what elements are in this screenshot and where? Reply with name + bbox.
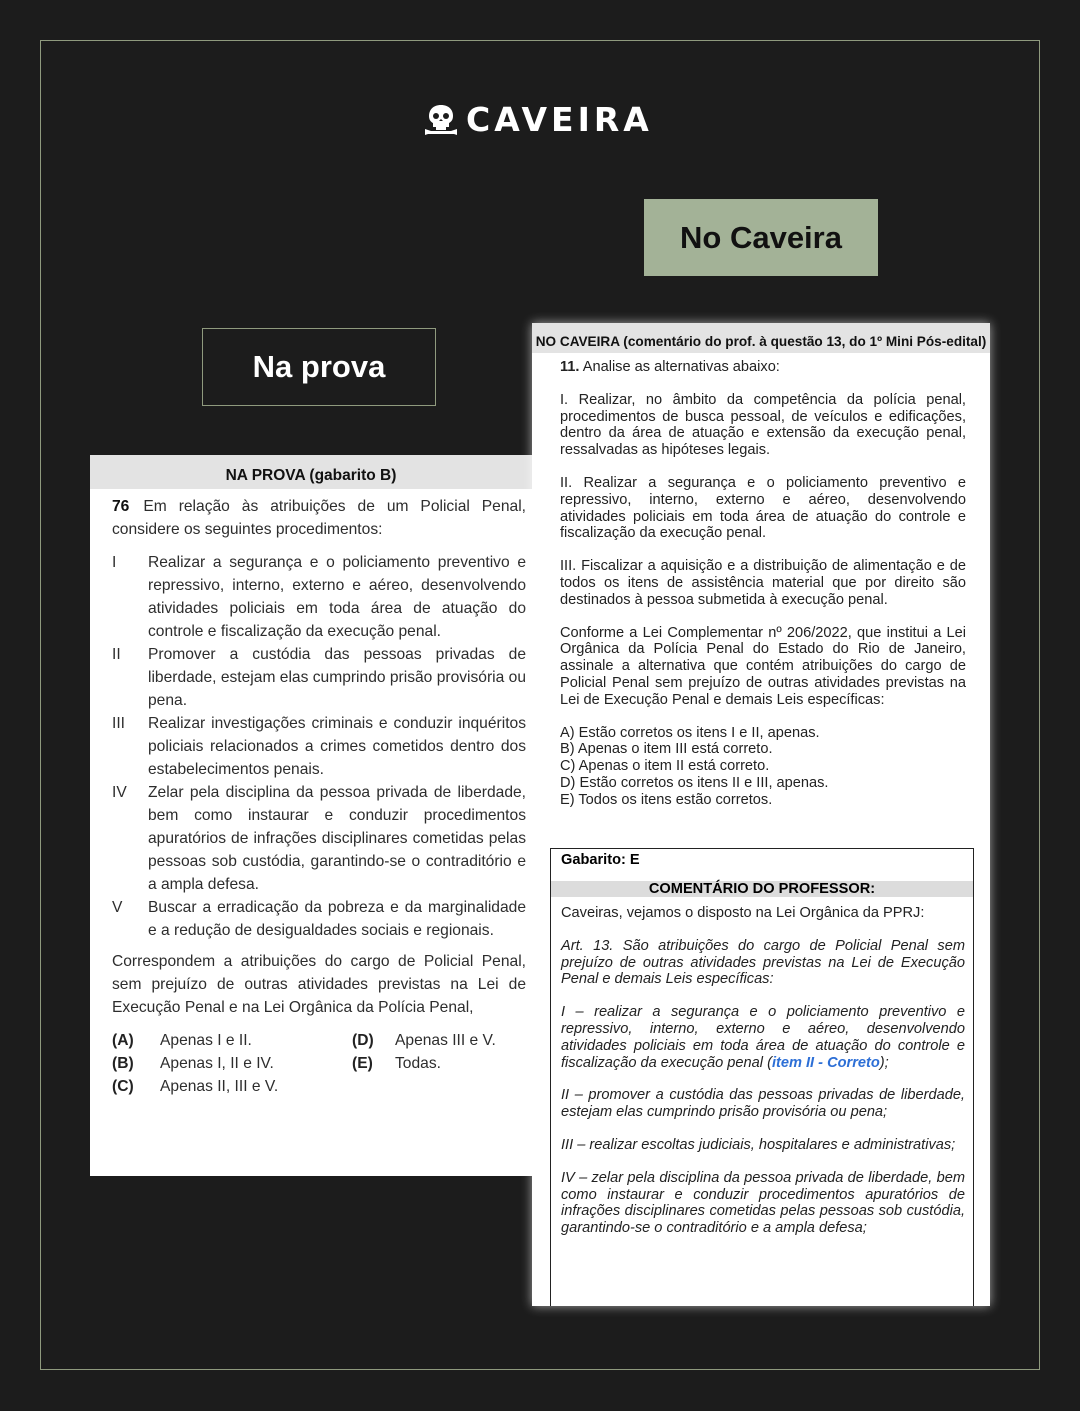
law-item-iv: IV – zelar pela disciplina da pessoa privada de liberdade, bem como instaurar e conduzir procedimentos apuratórios de infrações disciplinares cometidas pelas pessoas sob custódia, garantindo-se o contraditório e a ampla defesa; [561,1169,965,1237]
option-letter: (B) [112,1055,134,1072]
no-caveira-header: NO CAVEIRA (comentário do prof. à questão 13, do 1º Mini Pós-edital) [532,323,990,353]
question-number: 11. [560,359,580,375]
option-b [112,1052,352,1075]
option-letter: (D) [352,1032,374,1049]
alternative-item: II. Realizar a segurança e o policiamento preventivo e repressivo, interno, externo e aéreo, desenvolvendo atividades policiais em toda área de atuação do controle e fiscalização da execução penal. [560,474,966,542]
item-text: Zelar pela disciplina da pessoa privada de liberdade, bem como instaurar e conduzir procedimentos apuratórios de infrações disciplinares cometidas pelas pessoas sob custódia, garantindo-se o contraditório e a ampla defesa. [148,784,526,893]
question-statement: Conforme a Lei Complementar nº 206/2022, que institui a Lei Orgânica da Polícia Penal do Estado do Rio de Janeiro, assinale a alternativa que contém atribuições do cargo de Policial Penal sem prejuízo de outras atividades previstas na Lei de Execução Penal e demais Leis específicas: [560,624,966,708]
option-d [352,1029,526,1052]
law-item-ii: II – promover a custódia das pessoas privadas de liberdade, estejam elas cumprindo prisão provisória ou pena; [561,1087,965,1121]
option-text: Apenas II, III e V. [160,1078,279,1095]
item-number: III [112,715,125,732]
law-item-iii: III – realizar escoltas judiciais, hospitalares e administrativas; [561,1136,956,1153]
option-text: Apenas I e II. [160,1032,252,1049]
option-letter: (C) [112,1078,134,1095]
question-intro [560,359,966,376]
option-c: C) Apenas o item II está correto. [560,758,770,775]
question-statement [112,495,526,541]
option-a [112,1029,352,1052]
item-number: II [112,646,121,663]
list-item [112,712,526,781]
na-prova-header: NA PROVA (gabarito B) [90,455,532,489]
skull-icon [424,103,458,137]
option-e: E) Todos os itens estão corretos. [560,791,773,808]
option-e [352,1052,526,1075]
question-conclusion: Correspondem a atribuições do cargo de Policial Penal, sem prejuízo de outras atividades previstas na Lei de Execução Penal e na Lei Orgânica da Polícia Penal, [112,953,526,1016]
comment-header: COMENTÁRIO DO PROFESSOR: [551,881,973,897]
caveira-logo [424,100,653,140]
item-list [112,551,526,942]
law-item-i-text: I – realizar a segurança e o policiamento preventivo e repressivo, interno, externo e aéreo, desenvolvendo atividades policiais em toda área de atuação do controle e fiscalização da execução penal ( [561,1004,965,1071]
option-c [112,1075,352,1098]
gabarito: Gabarito: E [561,852,640,868]
option-d: D) Estão corretos os itens II e III, apenas. [560,774,829,791]
answer-options [560,725,966,809]
question-text: Em relação às atribuições de um Policial Penal, considere os seguintes procedimentos: [112,498,526,538]
alternative-item: I. Realizar, no âmbito da competência da polícia penal, procedimentos de busca pessoal, de veículos e edificações, dentro da área de atuação e extensão da execução penal, ressalvadas as hipóteses legais. [560,391,966,459]
list-item [112,643,526,712]
logo-text: CAVEIRA [466,100,653,139]
no-caveira-panel [532,323,990,1306]
alternative-item: III. Fiscalizar a aquisição e a distribuição de alimentação e de todos os itens de assistência material que por direito são destinados à pessoa submetida à execução penal. [560,558,966,608]
item-text: Realizar investigações criminais e conduzir inquéritos policiais relacionados a crimes cometidos dentro dos estabelecimentos penais. [148,715,526,778]
law-item-i-end: ); [879,1054,889,1071]
item-text: Promover a custódia das pessoas privadas de liberdade, estejam elas cumprindo prisão provisória ou pena. [148,646,526,709]
question-intro-text: Analise as alternativas abaixo: [582,359,780,375]
option-text: Apenas III e V. [395,1032,496,1049]
option-text: Apenas I, II e IV. [160,1055,274,1072]
no-caveira-badge: No Caveira [644,199,878,276]
option-b: B) Apenas o item III está correto. [560,741,773,758]
item-text: Realizar a segurança e o policiamento preventivo e repressivo, interno, externo e aéreo, desenvolvendo atividades policiais em toda área de atuação do controle e fiscalização da execução penal. [148,554,526,640]
na-prova-badge: Na prova [202,328,436,406]
law-item-i [561,1004,965,1071]
option-a: A) Estão corretos os itens I e II, apenas. [560,724,820,741]
option-letter: (A) [112,1032,134,1049]
list-item [112,551,526,643]
item-number: IV [112,784,127,801]
na-prova-panel [90,455,532,1176]
correct-highlight: item II - Correto [771,1054,880,1071]
option-letter: (E) [352,1055,373,1072]
list-item [112,896,526,942]
comment-intro: Caveiras, vejamos o disposto na Lei Orgânica da PPRJ: [561,905,925,921]
answer-comment-box [550,848,974,1306]
question-number: 76 [112,498,130,515]
list-item [112,781,526,896]
item-number: I [112,554,117,571]
law-article: Art. 13. São atribuições do cargo de Policial Penal sem prejuízo de outras atividades previstas na Lei de Execução Penal e demais Leis específicas: [561,937,965,988]
item-number: V [112,899,123,916]
answer-options [112,1029,526,1098]
item-text: Buscar a erradicação da pobreza e da marginalidade e a redução de desigualdades sociais e regionais. [148,899,526,939]
option-text: Todas. [395,1055,441,1072]
